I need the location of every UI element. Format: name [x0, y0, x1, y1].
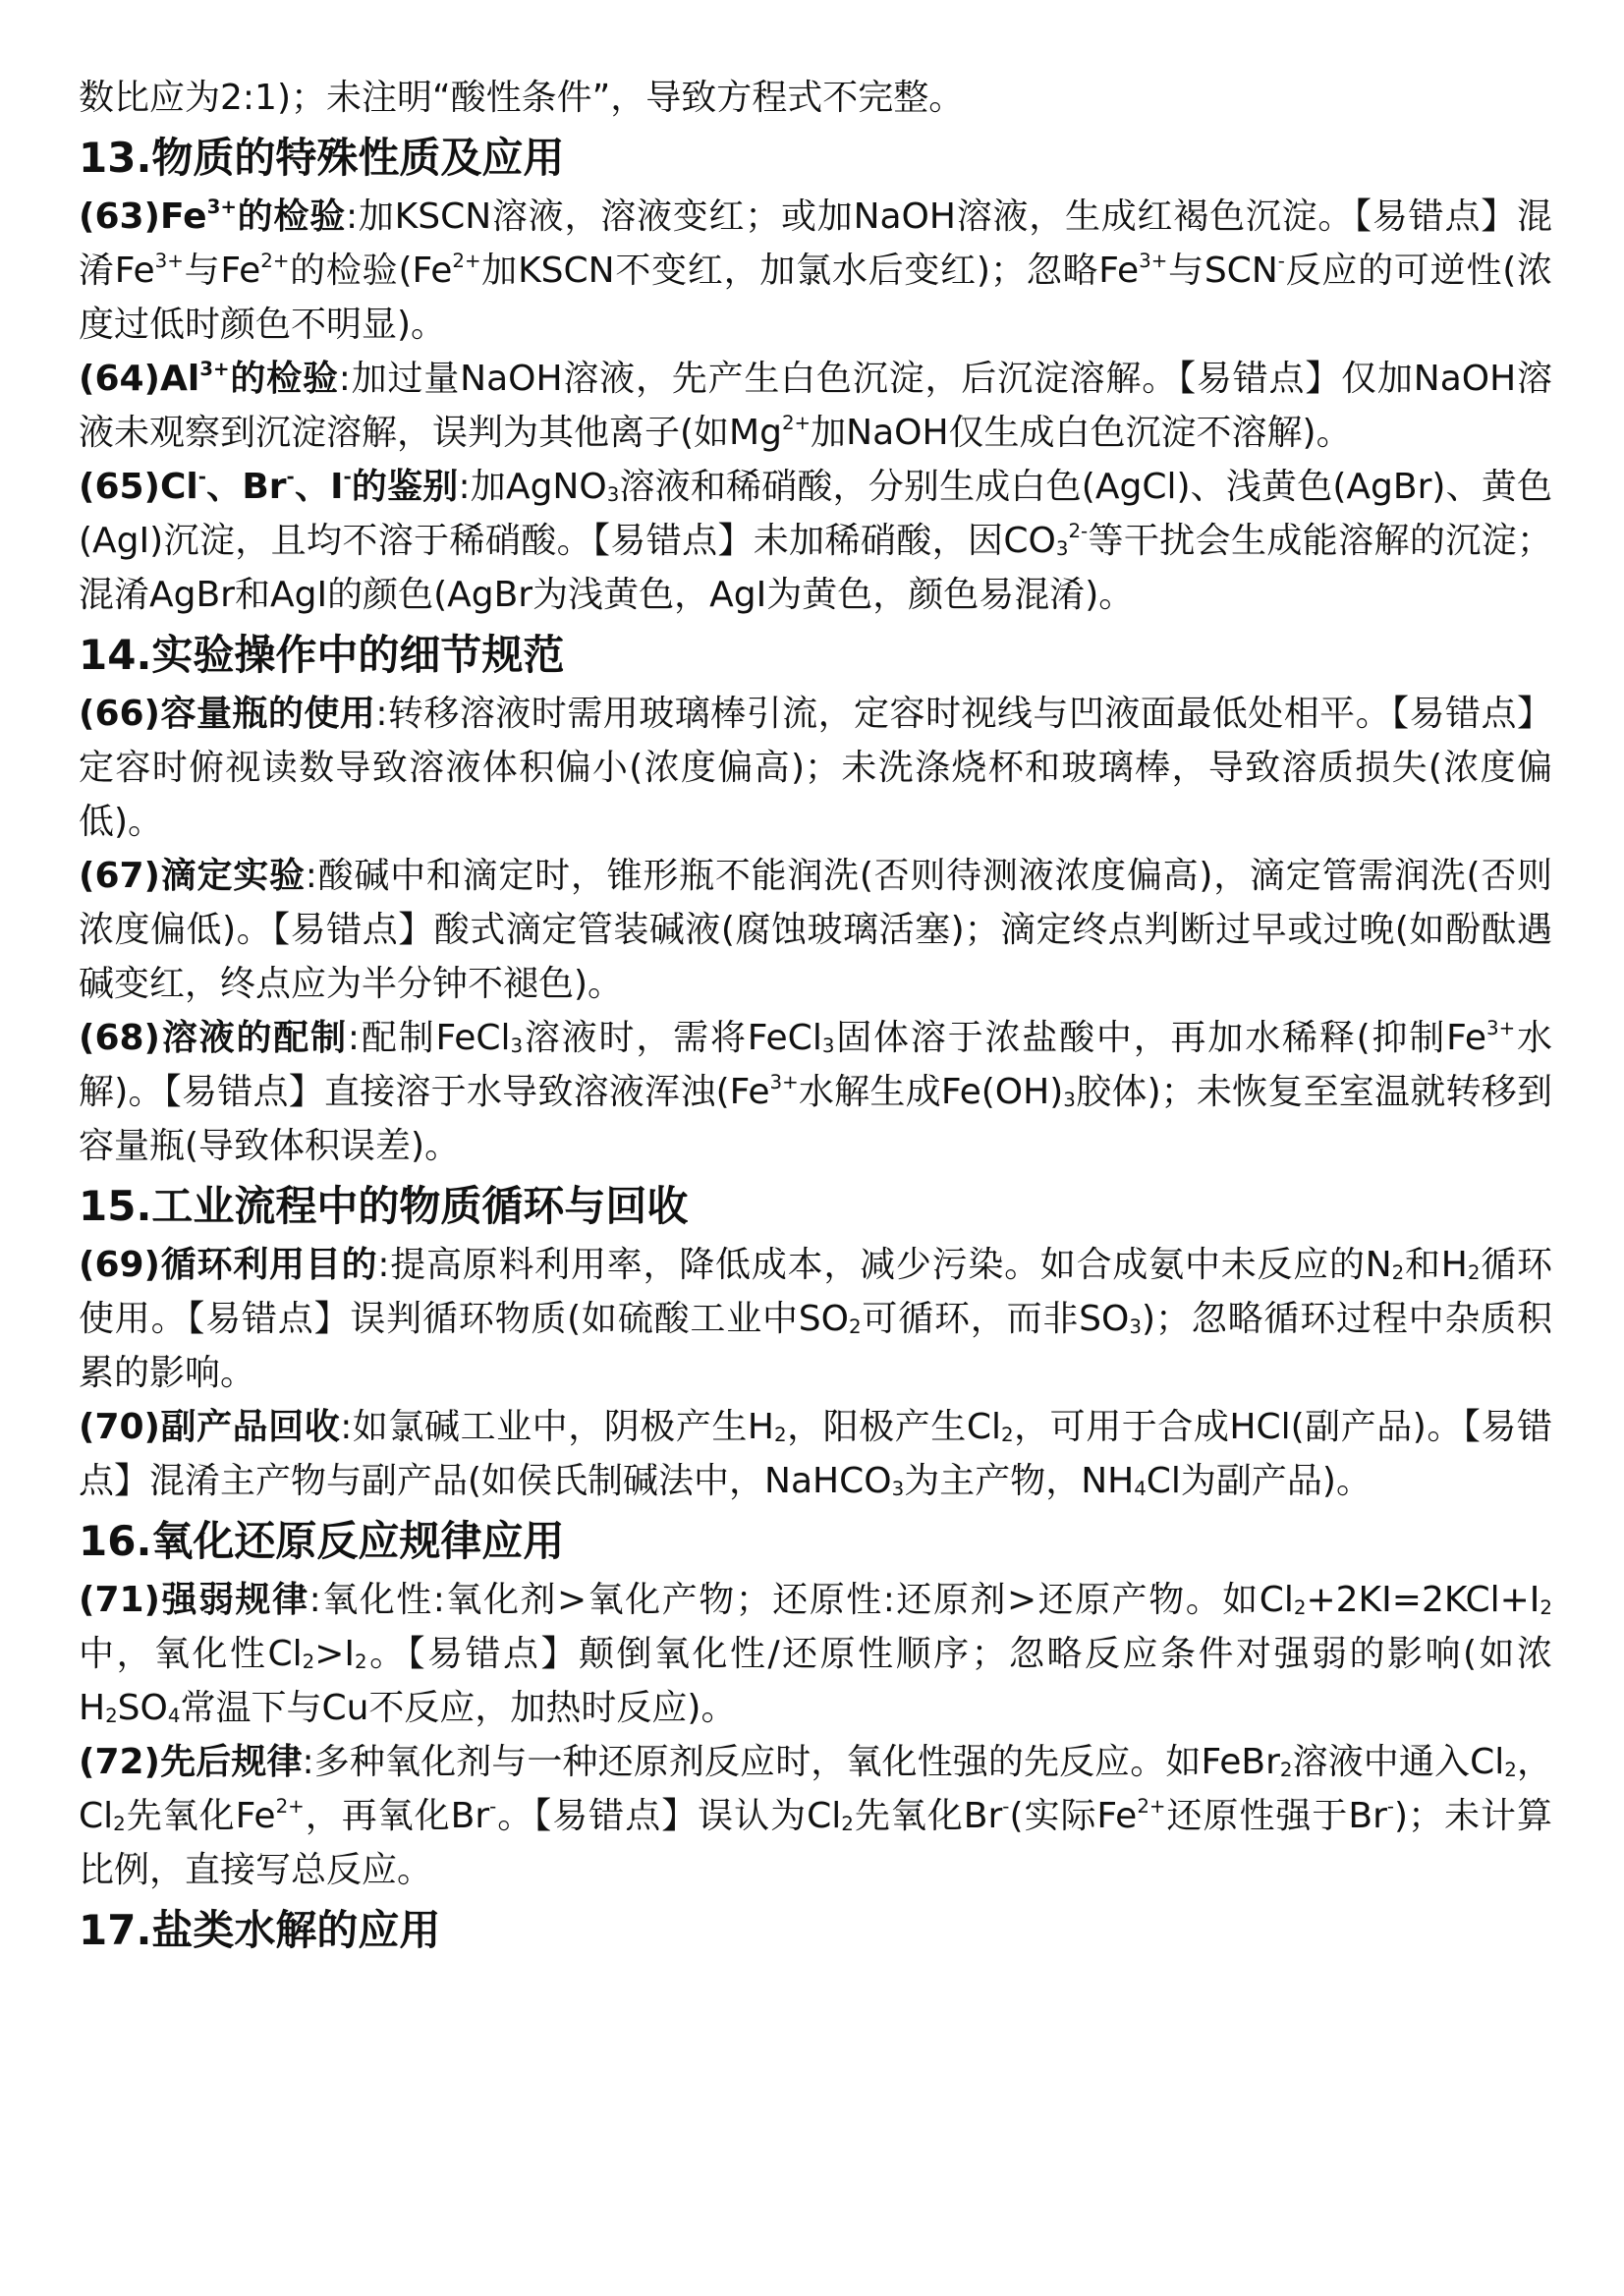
- paragraph-lead: $(64)Al^{3+}$的检验: [79, 358, 339, 399]
- paragraph-body: :转移溶液时需用玻璃棒引流，定容时视线与凹液面最低处相平。【易错点】定容时俯视读数导致溶液体积偏小(浓度偏高)；未洗涤烧杯和玻璃棒，导致溶质损失(浓度偏低)。: [79, 694, 1552, 842]
- section-heading: 15.工业流程中的物质循环与回收: [79, 1182, 689, 1230]
- paragraph-body: :氧化性:氧化剂>氧化产物；还原性:还原剂>还原产物。如$Cl_2+2KI=2KCl+I_2$中，氧化性$Cl_2>I_2$。【易错点】颠倒氧化性/还原性顺序；忽略反应条件对强弱的影响(如浓$H_2SO_4$常温下与Cu不反应，加热时反应)。: [79, 1580, 1552, 1728]
- paragraph-lead: (67)滴定实验: [79, 856, 306, 896]
- paragraph: [79, 1238, 1552, 1400]
- paragraph-lead: (66)容量瓶的使用: [79, 694, 376, 734]
- section-heading: 17.盐类水解的应用: [79, 1906, 441, 1954]
- paragraph-lead: (71)强弱规律: [79, 1580, 309, 1620]
- paragraph: [79, 190, 1552, 352]
- paragraph: [79, 687, 1552, 849]
- paragraph-body: :提高原料利用率，降低成本，减少污染。如合成氨中未反应的$N_2$和$H_2$循环使用。【易错点】误判循环物质(如硫酸工业中$SO_2$可循环，而非$SO_3$)；忽略循环过程中杂质积累的影响。: [79, 1245, 1552, 1393]
- paragraph: [79, 460, 1552, 622]
- paragraph: [79, 1400, 1552, 1508]
- paragraph-body: :如氯碱工业中，阴极产生$H_2$，阳极产生$Cl_2$，可用于合成HCl(副产品)。【易错点】混淆主产物与副产品(如侯氏制碱法中，NaHCO$_3$为主产物，$NH_4Cl$为副产品)。: [79, 1407, 1553, 1501]
- paragraph: [79, 71, 1552, 125]
- section-heading: 14.实验操作中的细节规范: [79, 631, 565, 679]
- section-heading: 13.物质的特殊性质及应用: [79, 134, 565, 182]
- paragraph-body: :加AgNO$_3$溶液和稀硝酸，分别生成白色(AgCl)、浅黄色(AgBr)、黄色(AgI)沉淀，且均不溶于稀硝酸。【易错点】未加稀硝酸，因$CO_3^{2-}$等干扰会生成能溶解的沉淀；混淆AgBr和AgI的颜色(AgBr为浅黄色，AgI为黄色，颜色易混淆)。: [79, 467, 1552, 615]
- paragraph: [79, 1011, 1552, 1173]
- paragraph-lead: (69)循环利用目的: [79, 1245, 378, 1285]
- paragraph: [79, 849, 1552, 1011]
- paragraph-lead: $(63)Fe^{3+}$的检验: [79, 196, 346, 237]
- paragraph: [79, 1573, 1552, 1735]
- paragraph-lead: (70)副产品回收: [79, 1407, 341, 1447]
- paragraph-body: :多种氧化剂与一种还原剂反应时，氧化性强的先反应。如FeBr$_2$溶液中通入$Cl_2$，$Cl_2$先氧化$Fe^{2+}$，再氧化Br-。【易错点】误认为$Cl_2$先氧化Br-(实际$Fe^{2+}$还原性强于Br-)；未计算比例，直接写总反应。: [79, 1742, 1553, 1890]
- paragraph: [79, 352, 1552, 460]
- paragraph-lead: (72)先后规律: [79, 1742, 303, 1782]
- paragraph-body: :配制FeCl$_3$溶液时，需将FeCl$_3$固体溶于浓盐酸中，再加水稀释(抑制$Fe^{3+}$水解)。【易错点】直接溶于水导致溶液浑浊($Fe^{3+}$水解生成$Fe(OH)_3$胶体)；未恢复至室温就转移到容量瓶(导致体积误差)。: [79, 1017, 1553, 1166]
- paragraph-body: :酸碱中和滴定时，锥形瓶不能润洗(否则待测液浓度偏高)，滴定管需润洗(否则浓度偏低)。【易错点】酸式滴定管装碱液(腐蚀玻璃活塞)；滴定终点判断过早或过晚(如酚酞遇碱变红，终点应为半分钟不褪色)。: [79, 856, 1553, 1004]
- section-heading: 16.氧化还原反应规律应用: [79, 1517, 565, 1565]
- paragraph: [79, 1735, 1552, 1897]
- document-page: [79, 71, 1552, 1962]
- paragraph-lead: (65)Cl-、Br-、I-的鉴别: [79, 466, 459, 507]
- paragraph-lead: (68)溶液的配制: [79, 1018, 348, 1058]
- paragraph-body: :加过量NaOH溶液，先产生白色沉淀，后沉淀溶解。【易错点】仅加NaOH溶液未观察到沉淀溶解，误判为其他离子(如$Mg^{2+}$加NaOH仅生成白色沉淀不溶解)。: [79, 359, 1552, 453]
- paragraph-body: :加KSCN溶液，溶液变红；或加NaOH溶液，生成红褐色沉淀。【易错点】混淆$Fe^{3+}$与$Fe^{2+}$的检验($Fe^{2+}$加KSCN不变红，加氯水后变红)；忽略$Fe^{3+}$与SCN-反应的可逆性(浓度过低时颜色不明显)。: [79, 196, 1553, 345]
- paragraph-body: 数比应为2:1)；未注明“酸性条件”，导致方程式不完整。: [79, 78, 965, 118]
